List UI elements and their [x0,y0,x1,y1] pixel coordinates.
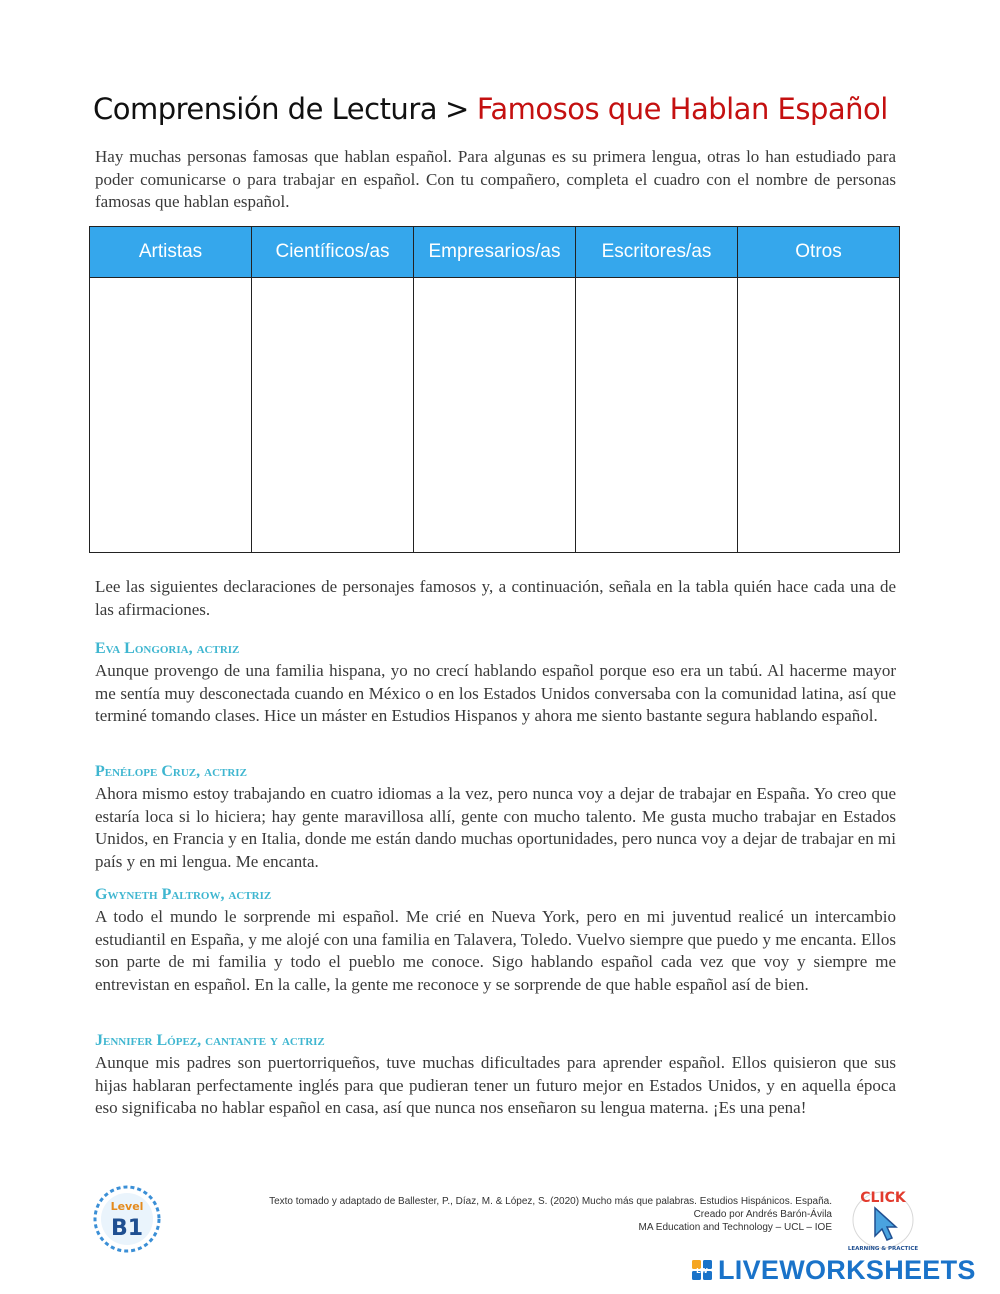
title-main: Comprensión de Lectura [93,92,438,126]
level-code: B1 [110,1216,144,1241]
source-citation: Texto tomado y adaptado de Ballester, P., Díaz, M. & López, S. (2020) Mucho más que palabras. Estudios Hispánicos. España. [269,1196,832,1207]
click-learning-logo [845,1184,921,1254]
quote-text: Aunque provengo de una familia hispana, yo no crecí hablando español porque eso era un tabú. Al hacerme mayor me sentía muy desconectada cuando en México o en los Estados Unidos conversaba con la comunidad latina, así que terminé tomando clases. Hice un máster en Estudios Hispanos y ahora me siento bastante segura hablando español. [95,661,896,725]
quote-jennifer-lopez [95,1030,896,1120]
quote-eva-longoria [95,638,896,728]
quote-gwyneth-paltrow [95,884,896,996]
liveworksheets-logo[interactable] [692,1254,976,1286]
column-header-cientificos: Científicos/as [252,227,414,278]
click-brand: CLICK [860,1190,906,1206]
liveworksheets-icon [692,1258,714,1282]
quote-speaker: Penélope Cruz, actriz [95,763,247,780]
quote-speaker: Eva Longoria, actriz [95,640,240,657]
quote-text: A todo el mundo le sorprende mi español. Me crié en Nueva York, pero en mi juventud realicé un intercambio estudiantil en España, y me alojé con una familia en Talavera, Toledo. Vuelvo siempre que puedo y me encanta. Ellos son parte de mi familia y todo el pueblo me conoce. Sigo hablando español cada vez que voy y siempre me entrevistan en español. En la calle, la gente me reconoce y se sorprende de que hable español así de bien. [95,907,896,994]
page-title [93,92,888,126]
answer-cell-artistas[interactable] [90,278,252,553]
level-word: Level [110,1200,144,1213]
title-subtitle: Famosos que Hablan Español [476,92,888,126]
quote-text: Aunque mis padres son puertorriqueños, tuve muchas dificultades para aprender español. Ellos quisieron que sus hijas hablaran perfectamente inglés para que pudieran tener un futuro mejor en Estados Unidos, y en aquella época eso significaba no hablar español en casa, así que nunca nos enseñaron su lengua materna. ¡Es una pena! [95,1053,896,1117]
quote-speaker: Jennifer López, cantante y actriz [95,1032,325,1049]
instructions-paragraph: Lee las siguientes declaraciones de personajes famosos y, a continuación, señala en la tabla quién hace cada una de las afirmaciones. [95,577,896,619]
answer-cell-cientificos[interactable] [252,278,414,553]
answer-cell-escritores[interactable] [576,278,738,553]
answer-cell-empresarios[interactable] [414,278,576,553]
quote-text: Ahora mismo estoy trabajando en cuatro idiomas a la vez, pero nunca voy a dejar de trabajar en España. Yo creo que estaría loca si lo hiciera; hay gente maravillosa allí, gente con mucho talento. Me gusta mucho trabajar en Estados Unidos, en Francia y en Italia, donde me están dando muchas oportunidades, pero nunca voy a dejar de trabajar en mi país y en mi lengua. Me encanta. [95,784,896,871]
intro-paragraph: Hay muchas personas famosas que hablan español. Para algunas es su primera lengua, otras lo han estudiado para poder comunicarse o para trabajar en español. Con tu compañero, completa el cuadro con el nombre de personas famosas que hablan español. [95,147,896,211]
creator-credit: Creado por Andrés Barón-Ávila [693,1209,832,1220]
title-separator: > [445,92,469,126]
answer-cell-otros[interactable] [738,278,900,553]
quote-speaker: Gwyneth Paltrow, actriz [95,886,272,903]
program-credit: MA Education and Technology – UCL – IOE [638,1222,832,1233]
column-header-artistas: Artistas [90,227,252,278]
table-answer-row [90,278,900,553]
famous-people-table [89,226,900,553]
liveworksheets-wordmark: LIVEWORKSHEETS [718,1254,976,1285]
click-tagline: LEARNING & PRACTICE [847,1246,919,1252]
column-header-empresarios: Empresarios/as [414,227,576,278]
column-header-escritores: Escritores/as [576,227,738,278]
footer-credits [269,1195,832,1234]
column-header-otros: Otros [738,227,900,278]
table-header-row [90,227,900,278]
brand-mark: LW [696,1267,708,1275]
level-b1-badge [92,1184,162,1254]
quote-penelope-cruz [95,761,896,873]
